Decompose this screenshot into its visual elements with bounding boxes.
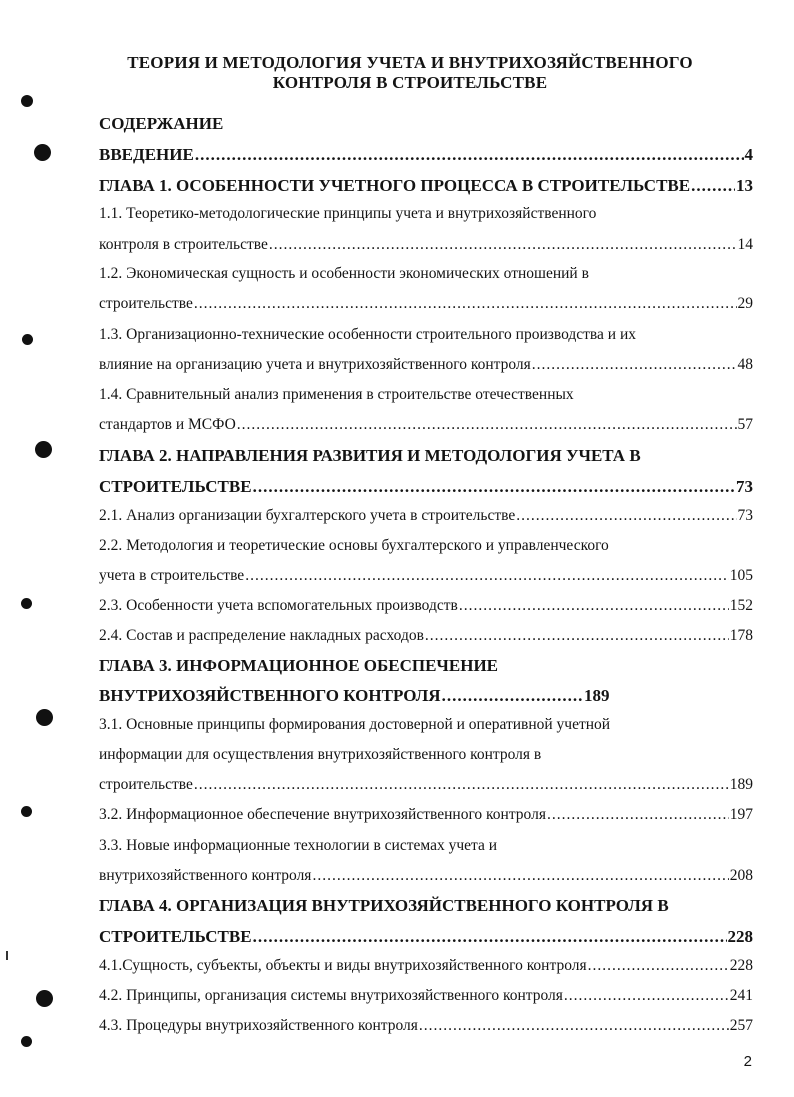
toc-entry-1-4[interactable] xyxy=(99,416,753,434)
toc-entry-chapter-2[interactable] xyxy=(99,477,753,497)
toc-entry-2-3[interactable] xyxy=(99,597,753,615)
toc-entry-4-1[interactable] xyxy=(99,957,753,975)
toc-entry-label: СТРОИТЕЛЬСТВЕ xyxy=(99,927,252,946)
toc-entry-label: учета в строительстве xyxy=(99,567,245,584)
toc-entry-1-1[interactable] xyxy=(99,236,753,254)
toc-entry-3-1[interactable] xyxy=(99,776,753,794)
toc-entry-label: СТРОИТЕЛЬСТВЕ xyxy=(99,477,252,496)
toc-entry-2-4[interactable] xyxy=(99,627,753,645)
toc-entry-1-2[interactable] xyxy=(99,295,753,313)
toc-entry-3-2[interactable] xyxy=(99,806,753,824)
toc-entry-1-3-line1[interactable]: 1.3. Организационно-технические особенности строительного производства и их xyxy=(99,326,637,343)
toc-page-number: 105 xyxy=(729,567,753,584)
binder-hole-mark xyxy=(34,144,51,161)
binder-hole-mark xyxy=(36,709,53,726)
dot-leader xyxy=(691,176,735,196)
dot-leader xyxy=(195,145,744,165)
toc-page-number: 228 xyxy=(729,957,753,974)
toc-entry-label: 2.1. Анализ организации бухгалтерского учета в строительстве xyxy=(99,507,516,524)
binder-hole-mark xyxy=(36,990,53,1007)
toc-entry-3-3[interactable] xyxy=(99,867,753,885)
dot-leader xyxy=(459,597,729,615)
toc-entry-label: стандартов и МСФО xyxy=(99,416,236,433)
toc-entry-label: ВВЕДЕНИЕ xyxy=(99,145,194,164)
dot-leader xyxy=(194,776,729,794)
binder-hole-mark xyxy=(21,806,32,817)
document-title-line2: КОНТРОЛЯ В СТРОИТЕЛЬСТВЕ xyxy=(272,73,548,92)
dot-leader xyxy=(245,567,729,585)
toc-page-number: 152 xyxy=(729,597,753,614)
toc-entry-1-1-line1[interactable]: 1.1. Теоретико-методологические принципы учета и внутрихозяйственного xyxy=(99,205,597,222)
toc-page-number: 241 xyxy=(729,987,753,1004)
toc-entry-chapter-1[interactable] xyxy=(99,176,753,196)
toc-entry-3-1-line1[interactable]: 3.1. Основные принципы формирования достоверной и оперативной учетной xyxy=(99,716,611,733)
toc-entry-label: 3.2. Информационное обеспечение внутрихозяйственного контроля xyxy=(99,806,546,823)
toc-page-number: 189 xyxy=(584,686,610,705)
toc-entry-4-3[interactable] xyxy=(99,1017,753,1035)
toc-entry-label: ГЛАВА 1. ОСОБЕННОСТИ УЧЕТНОГО ПРОЦЕССА В СТРОИТЕЛЬСТВЕ xyxy=(99,176,691,195)
binder-hole-mark xyxy=(22,334,33,345)
toc-entry-chapter-4-line1[interactable]: ГЛАВА 4. ОРГАНИЗАЦИЯ ВНУТРИХОЗЯЙСТВЕННОГО КОНТРОЛЯ В xyxy=(99,896,669,915)
binder-hole-mark xyxy=(21,1036,32,1047)
toc-page-number: 208 xyxy=(729,867,753,884)
document-title: ТЕОРИЯ И МЕТОДОЛОГИЯ УЧЕТА И ВНУТРИХОЗЯЙСТВЕННОГО xyxy=(127,53,693,72)
toc-entry-label: 4.1.Сущность, субъекты, объекты и виды внутрихозяйственного контроля xyxy=(99,957,587,974)
toc-entry-label: внутрихозяйственного контроля xyxy=(99,867,312,884)
toc-entry-2-2[interactable] xyxy=(99,567,753,585)
toc-page-number: 14 xyxy=(737,236,753,253)
toc-entry-intro[interactable] xyxy=(99,145,753,165)
toc-entry-3-1-line2[interactable]: информации для осуществления внутрихозяйственного контроля в xyxy=(99,746,542,763)
dot-leader xyxy=(532,356,737,374)
binder-hole-mark xyxy=(35,441,52,458)
toc-entry-label: 4.2. Принципы, организация системы внутрихозяйственного контроля xyxy=(99,987,563,1004)
dot-leader xyxy=(253,927,727,947)
toc-entry-3-3-line1[interactable]: 3.3. Новые информационные технологии в системах учета и xyxy=(99,837,498,854)
toc-entry-label: ВНУТРИХОЗЯЙСТВЕННОГО КОНТРОЛЯ xyxy=(99,686,441,705)
toc-entry-label: 2.4. Состав и распределение накладных расходов xyxy=(99,627,424,644)
toc-entry-4-2[interactable] xyxy=(99,987,753,1005)
toc-entry-label: 4.3. Процедуры внутрихозяйственного контроля xyxy=(99,1017,418,1034)
toc-entry-label: строительстве xyxy=(99,776,193,793)
dot-leader xyxy=(419,1017,729,1035)
toc-entry-1-2-line1[interactable]: 1.2. Экономическая сущность и особенности экономических отношений в xyxy=(99,265,589,282)
toc-entry-label: влияние на организацию учета и внутрихозяйственного контроля xyxy=(99,356,531,373)
toc-page-number: 4 xyxy=(744,145,753,164)
scan-mark xyxy=(6,951,8,960)
dot-leader xyxy=(194,295,737,313)
binder-hole-mark xyxy=(21,598,32,609)
dot-leader xyxy=(253,477,735,497)
contents-heading: СОДЕРЖАНИЕ xyxy=(99,114,224,133)
toc-entry-label: строительстве xyxy=(99,295,193,312)
toc-page-number: 228 xyxy=(727,927,753,946)
toc-page-number: 29 xyxy=(737,295,753,312)
dot-leader xyxy=(588,957,729,975)
toc-page-number: 57 xyxy=(737,416,753,433)
dot-leader xyxy=(564,987,729,1005)
toc-page-number: 73 xyxy=(736,477,753,496)
dot-leader xyxy=(237,416,737,434)
dot-leader xyxy=(516,507,736,525)
toc-page-number: 48 xyxy=(737,356,753,373)
toc-entry-2-2-line1[interactable]: 2.2. Методология и теоретические основы бухгалтерского и управленческого xyxy=(99,537,609,554)
toc-entry-2-1[interactable] xyxy=(99,507,753,525)
toc-entry-chapter-3[interactable] xyxy=(99,686,751,706)
dot-leader xyxy=(269,236,737,254)
toc-entry-chapter-2-line1[interactable]: ГЛАВА 2. НАПРАВЛЕНИЯ РАЗВИТИЯ И МЕТОДОЛОГИЯ УЧЕТА В xyxy=(99,446,641,465)
toc-page-number: 257 xyxy=(729,1017,753,1034)
dot-leader xyxy=(442,686,583,706)
toc-entry-1-3[interactable] xyxy=(99,356,753,374)
toc-entry-1-4-line1[interactable]: 1.4. Сравнительный анализ применения в строительстве отечественных xyxy=(99,386,574,403)
dot-leader xyxy=(312,867,728,885)
toc-entry-chapter-4[interactable] xyxy=(99,927,753,947)
toc-page-number: 178 xyxy=(729,627,753,644)
page-number: 2 xyxy=(743,1053,752,1070)
toc-page-number: 73 xyxy=(737,507,753,524)
dot-leader xyxy=(425,627,729,645)
binder-hole-mark xyxy=(21,95,33,107)
toc-page-number: 197 xyxy=(729,806,753,823)
toc-entry-chapter-3-line1[interactable]: ГЛАВА 3. ИНФОРМАЦИОННОЕ ОБЕСПЕЧЕНИЕ xyxy=(99,656,499,675)
toc-page-number: 189 xyxy=(729,776,753,793)
toc-entry-label: контроля в строительстве xyxy=(99,236,268,253)
toc-page-number: 13 xyxy=(736,176,753,195)
dot-leader xyxy=(547,806,729,824)
toc-entry-label: 2.3. Особенности учета вспомогательных производств xyxy=(99,597,458,614)
